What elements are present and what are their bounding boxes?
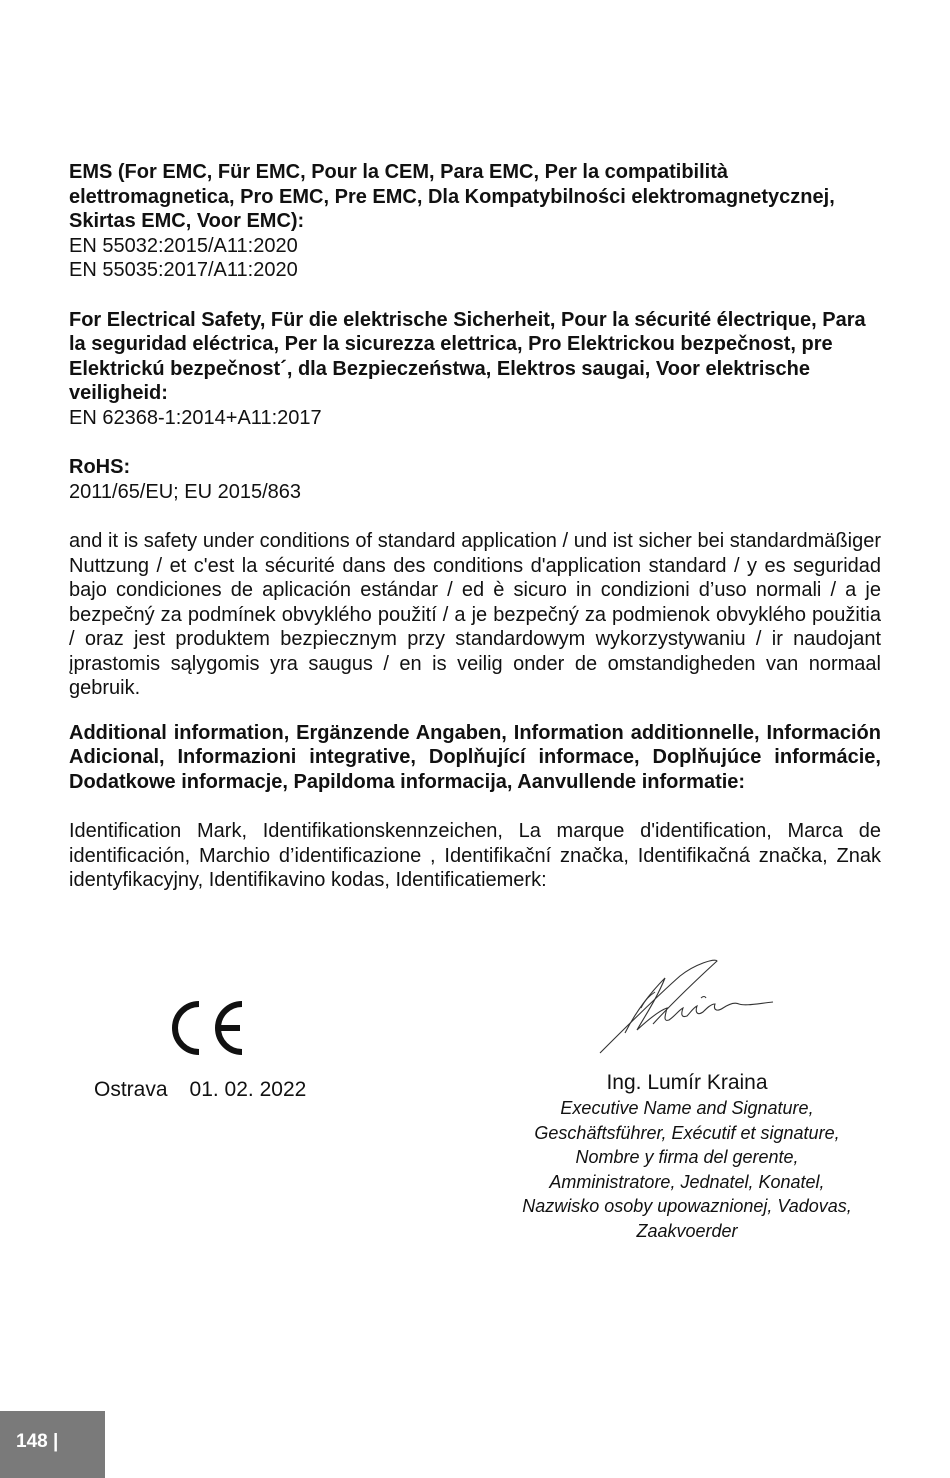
date: 01. 02. 2022 (189, 1078, 307, 1101)
place-and-date (94, 1078, 306, 1102)
declaration-body (69, 160, 881, 893)
signer-name: Ing. Lumír Kraina (606, 1071, 768, 1094)
rohs-heading: RoHS: (69, 456, 131, 478)
ems-standard-1: EN 55032:2015/A11:2020 (69, 234, 298, 257)
additional-info-heading: Additional information, Ergänzende Angaben, Information additionnelle, Información Adicional, Informazioni integrative, Doplňující informace, Doplňujúce informácie, Dodatkowe informacje, Papildoma informacija, Aanvullende informatie: (69, 721, 881, 793)
page-number: 148 | (0, 1411, 105, 1478)
electrical-safety-standard: EN 62368-1:2014+A11:2017 (69, 406, 322, 429)
ems-heading: EMS (For EMC, Für EMC, Pour la CEM, Para EMC, Per la compatibilità elettromagnetica, Pro EMC, Pre EMC, Dla Kompatybilności elektromagnetycznej, Skirtas EMC, Voor EMC): (69, 161, 835, 232)
signature-area (0, 950, 950, 1270)
identification-mark-text: Identification Mark, Identifikationskennzeichen, La marque d'identification, Marca de identificación, Marchio d’identificazione , Identifikační značka, Identifikačná značka, Znak identyfikacyjny, Identifikavino kodas, Identificatiemerk: (69, 820, 881, 891)
ems-standards (69, 234, 881, 283)
electrical-safety-heading: For Electrical Safety, Für die elektrische Sicherheit, Pour la sécurité électrique, Para la seguridad eléctrica, Per la sicurezza elettrica, Pro Elektrickou bezpečnost, pre Elektrickú bezpečnost´, dla Bezpieczeństwa, Elektros saugai, Voor elektrische veiligheid: (69, 308, 866, 404)
handwritten-signature (595, 958, 780, 1056)
signer-roles: Executive Name and Signature, Geschäftsführer, Exécutif et signature, Nombre y firma del gerente, Amministratore, Jednatel, Konatel, Nazwisko osoby upowaznionej, Vadovas, Zaakvoerder (522, 1098, 852, 1241)
rohs-standard: 2011/65/EU; EU 2015/863 (69, 480, 302, 503)
ems-standard-2: EN 55035:2017/A11:2020 (69, 259, 298, 281)
ce-mark-icon (166, 996, 246, 1060)
signer-block (502, 1070, 872, 1243)
safety-statement: and it is safety under conditions of standard application / und ist sicher bei standardmäßiger Nuttzung / et c'est la sécurité dans des conditions d'application standard / y es seguridad bajo condiciones de aplicación estándar / ed è sicuro in condizioni d’uso normali / a je bezpečný za podmínek obvyklého použití / a je bezpečný za podmienok obvyklého použitia / oraz jest produktem bezpiecznym przy standardowym wykorzystywaniu / ir naudojant įprastomis sąlygomis yra saugus / en is veilig onder de omstandigheden van normaal gebruik. (69, 530, 881, 699)
place: Ostrava (94, 1078, 168, 1101)
